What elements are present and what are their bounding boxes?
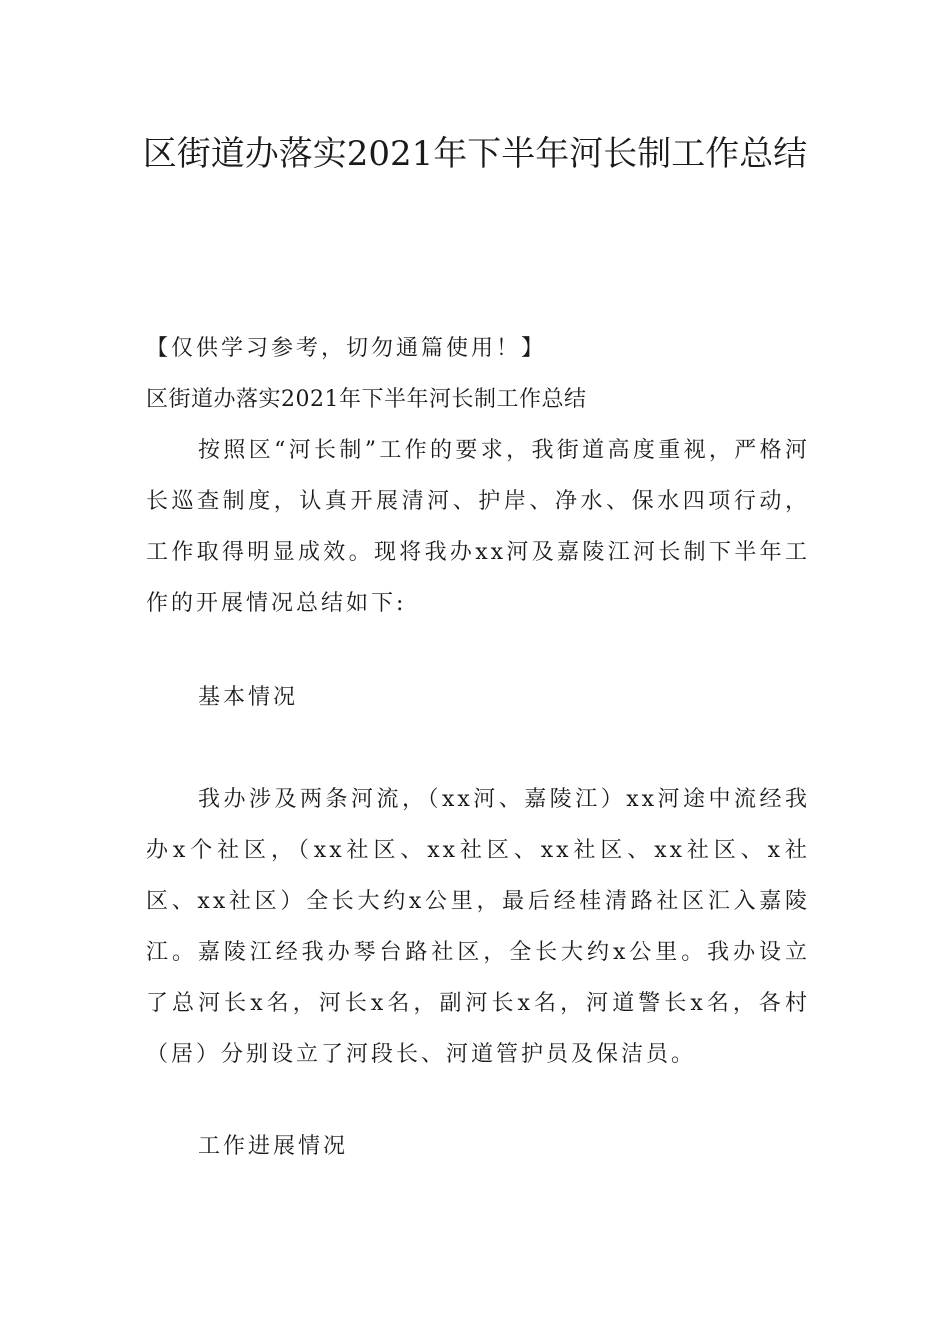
section-heading-progress: 工作进展情况 [198, 1134, 349, 1159]
document-subtitle: 区街道办落实2021年下半年河长制工作总结 [146, 387, 587, 412]
basic-situation-paragraph: 我办涉及两条河流，（xx河、嘉陵江）xx河途中流经我办x个社区，（xx社区、xx社区、xx社区、xx社区、x社区、xx社区）全长大约x公里，最后经桂清路社区汇入嘉陵江。嘉陵江经我办琴台路社区，全长大约x公里。我办设立了总河长x名，河长x名，副河长x名，河道警长x名，各村（居）分别设立了河段长、河道管护员及保洁员。 [146, 787, 810, 1067]
intro-paragraph: 按照区“河长制”工作的要求，我街道高度重视，严格河长巡查制度，认真开展清河、护岸、净水、保水四项行动，工作取得明显成效。现将我办xx河及嘉陵江河长制下半年工作的开展情况总结如下: [146, 438, 810, 616]
section-heading-basic: 基本情况 [198, 685, 299, 710]
disclaimer-note: 【仅供学习参考，切勿通篇使用！】 [146, 336, 547, 361]
document-title: 区街道办落实2021年下半年河长制工作总结 [142, 134, 808, 174]
